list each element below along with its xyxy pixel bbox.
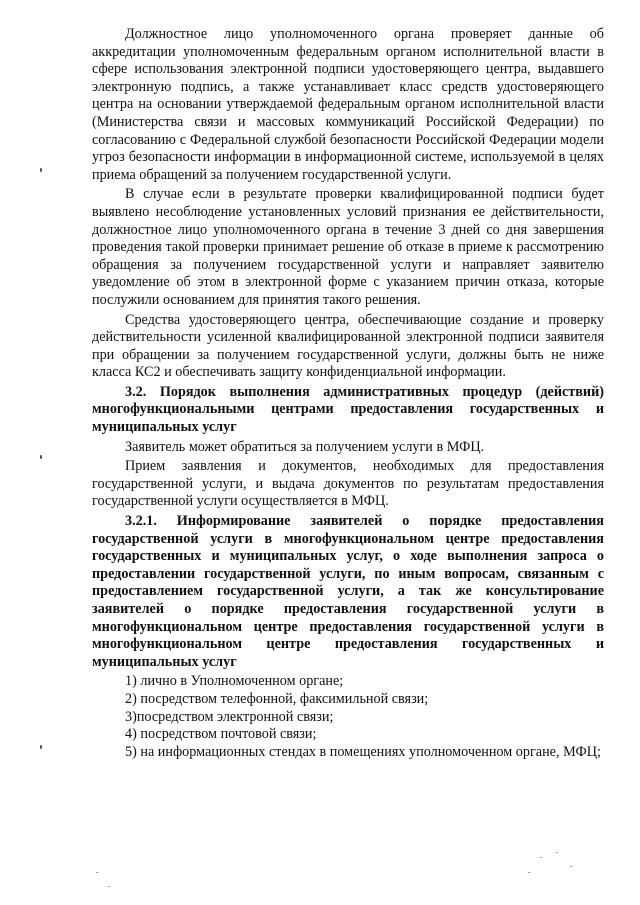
list-item: 2) посредством телефонной, факсимильной связи; [125, 690, 429, 707]
paragraph-mfc-apply: Заявитель может обратиться за получением услуги в МФЦ. [125, 438, 485, 455]
scan-speck [540, 857, 542, 858]
list-item: 1) лично в Уполномоченном органе; [125, 673, 344, 690]
document-page [92, 26, 604, 761]
section-heading-3-2: 3.2. Порядок выполнения административных процедур (действий) многофункциональными центрами предоставления государственных и муниципальных услуг [92, 383, 604, 436]
scan-mark [40, 168, 42, 172]
scan-speck [108, 886, 110, 887]
paragraph-refusal-decision: В случае если в результате проверки квалифицированной подписи будет выявлено несоблюдение установленных условий признания ее действительности, должностное лицо уполномоченного органа в течение 3 дней со дня завершения проведения такой проверки принимает решение об отказе в приеме к рассмотрению обращения за получением государственной услуги и направляет заявителю уведомление об этом в электронной форме с указанием причин отказа, которые послужили основанием для принятия такого решения. [92, 186, 604, 308]
scan-speck [570, 866, 572, 867]
list-item: 3)посредством электронной связи; [125, 708, 334, 725]
list-item: 4) посредством почтовой связи; [125, 726, 317, 743]
scan-mark [40, 745, 42, 749]
paragraph-certification-class: Средства удостоверяющего центра, обеспечивающие создание и проверку действительности усиленной квалифицированной электронной подписи заявителя при обращении за получением государственной услуги, должны быть не ниже класса КС2 и обеспечивать защиту конфиденциальной информации. [92, 311, 604, 381]
paragraph-mfc-reception: Прием заявления и документов, необходимых для предоставления государственной услуги, и выдача документов по результатам предоставления государственной услуги осуществляется в МФЦ. [92, 458, 604, 510]
list-item: 5) на информационных стендах в помещениях уполномоченном органе, МФЦ; [125, 743, 601, 760]
scan-mark [40, 455, 42, 459]
paragraph-accreditation-check: Должностное лицо уполномоченного органа проверяет данные об аккредитации уполномоченным федеральным органом исполнительной власти в сфере использования электронной подписи удостоверяющего центра, выдавшего электронную подпись, а также устанавливает класс средств удостоверяющего центра на основании утверждаемой федеральным органом исполнительной власти (Министерства связи и массовых коммуникаций Российской Федерации) по согласованию с Федеральной службой безопасности Российской Федерации модели угроз безопасности информации в информационной системе, используемой в целях приема обращений за получением государственной услуги. [92, 26, 604, 183]
scan-speck [96, 872, 98, 873]
scan-speck [556, 852, 558, 853]
scan-speck [528, 872, 530, 873]
section-heading-3-2-1: 3.2.1. Информирование заявителей о порядке предоставления государственной услуги в многофункциональном центре предоставления государственных и муниципальных услуг, о ходе выполнения запроса о предоставлении государственной услуги, по иным вопросам, связанным с предоставлением государственной услуги, а так же консультирование заявителей о порядке предоставления государственной услуги в многофункциональном центре предоставления государственной услуги в многофункциональном центре предоставления государственных и муниципальных услуг [92, 513, 604, 670]
